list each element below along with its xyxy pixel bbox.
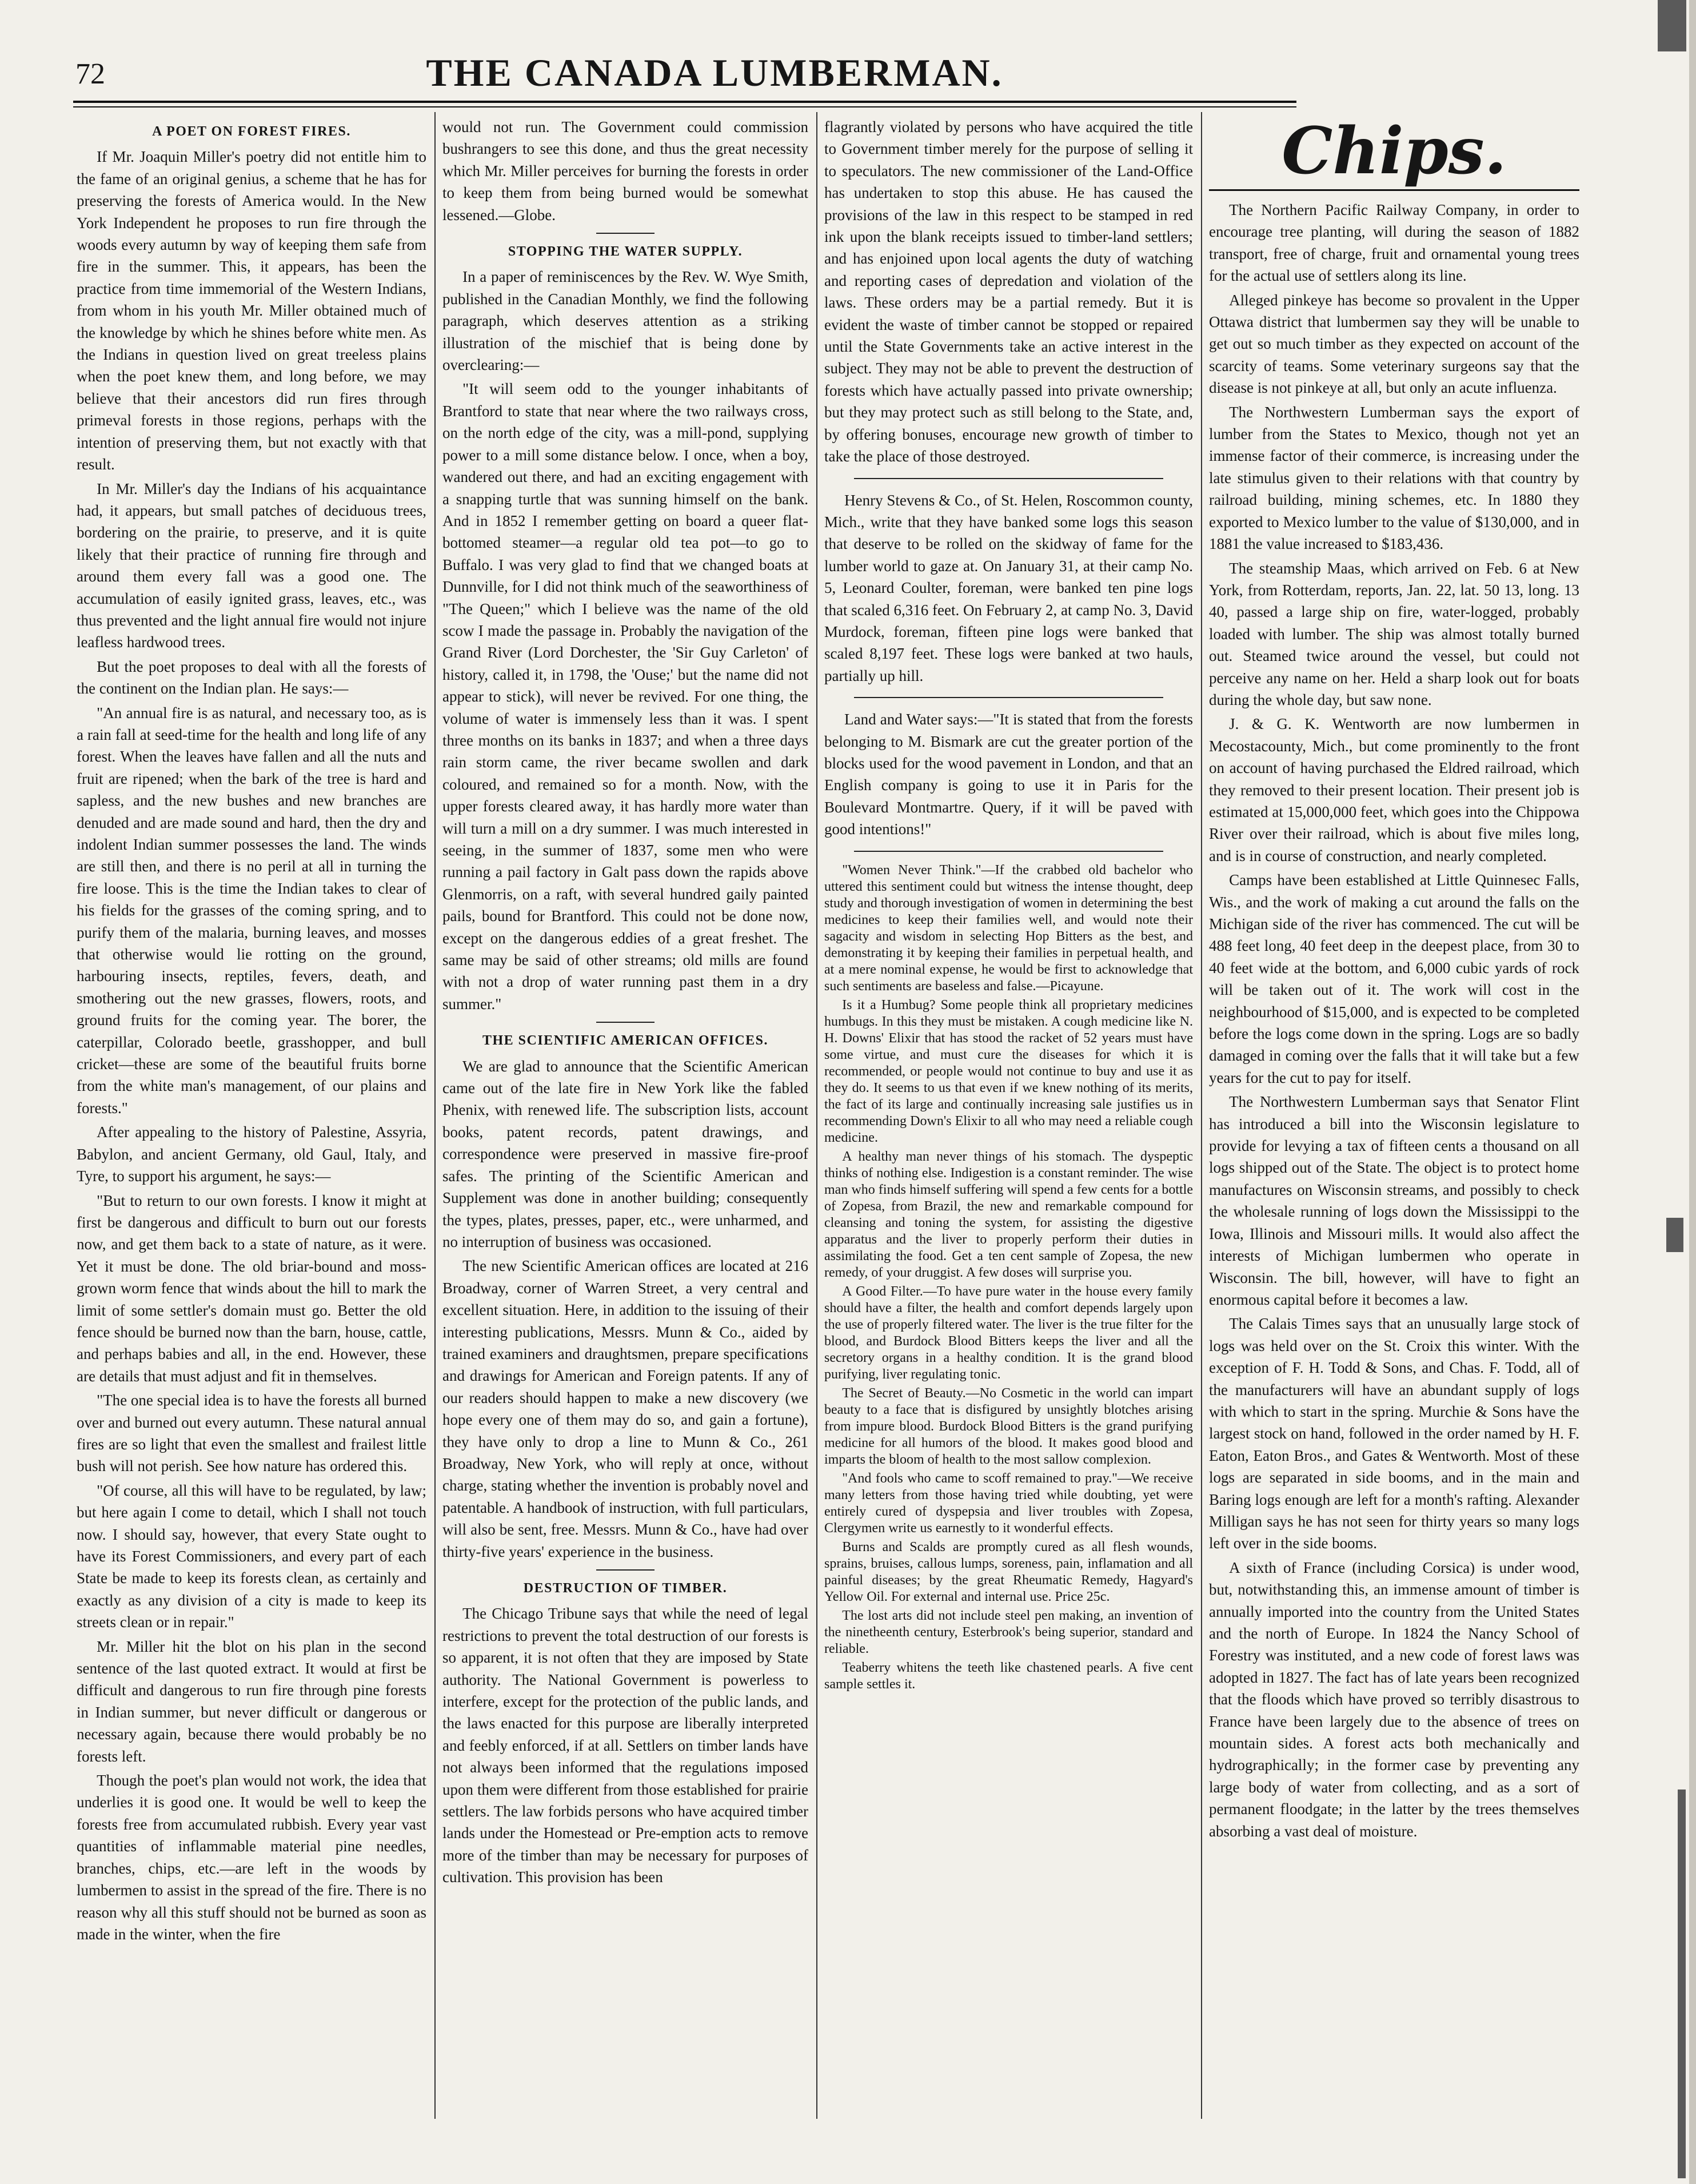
chips-item: Camps have been established at Little Quinnesec Falls, Wis., and the work of making a cut around the falls on the Michigan side of the river has commenced. The cut will be 488 feet long, 40 feet deep in the deepest place, from 30 to 40 feet wide at the bottom, and 6,000 cubic yards of rock will be taken out of it. The work will cost in the neighbourhood of $15,000, and is expected to be completed before the logs come down in the spring. Logs are so badly damaged in coming over the falls that it will take but a few years for the cut to pay for itself.	[1209, 871, 1579, 1086]
page-number: 72	[75, 58, 105, 90]
article-paragraph: In Mr. Miller's day the Indians of his acquaintance had, it appears, but small patches of deciduous trees, bordering on the prairie, to preserve, and it is quite likely that their practice of running fire through and around them every fall was a good one. The accumulation of easily ignited grass, leaves, etc., was thus prevented and the light annual fire would not injure leafless hardwood trees.	[77, 480, 426, 651]
article-paragraph: In a paper of reminiscences by the Rev. W. Wye Smith, published in the Canadian Monthly, we find the following paragraph, which deserves attention as a striking illustration of the mischief that is being done by overclearing:—	[442, 268, 808, 374]
chips-item: The Calais Times says that an unusually large stock of logs was held over on the St. Croix this winter. With the exception of F. H. Todd & Sons, and Chas. F. Todd, all of the manufacturers will have an abundant supply of logs with which to start in the spring. Murchie & Sons have the largest stock on hand, followed in the order named by H. F. Eaton, Eaton Bros., and Gates & Wentworth. Most of these logs are separated in side booms, and in the main and Baring logs enough are left for a month's rafting. Alexander Milligan says he has not seen for thirty years so many logs left over in the side booms.	[1209, 1315, 1579, 1552]
separator	[596, 233, 655, 234]
advertisement: Is it a Humbug? Some people think all proprietary medicines humbugs. In this they must be mistaken. A cough medicine like N. H. Downs' Elixir that has stood the racket of 52 years must have some virtue, and must cure the diseases for which it is recommended, or people would not continue to buy and use it as they do. It seems to us that even if we knew nothing of its merits, the fact of its large and continually increasing sale justifies us in recommending Down's Elixir to all who may need a reliable cough medicine.	[824, 997, 1193, 1145]
article-paragraph: The Chicago Tribune says that while the need of legal restrictions to prevent the total destruction of our forests is so apparent, it is not often that they are imposed by State authority. The National Government is powerless to interfere, except for the protection of the public lands, and the laws enacted for this purpose are liberally interpreted and feebly enforced, if at all. Settlers on timber lands have not always been informed that the regulations imposed upon them were different from those established for prairie settlers. The law forbids persons who have acquired timber lands under the Homestead or Pre-emption acts to remove more of the timber than may be necessary for purposes of cultivation. This provision has been	[442, 1605, 808, 1886]
advertisement: A healthy man never things of his stomach. The dyspeptic thinks of nothing else. Indigestion is a constant reminder. The wise man who finds himself suffering will spend a few cents for a bottle of Zopesa, from Brazil, the new and remarkable compound for cleansing and toning the system, for assisting the digestive apparatus and the liver to properly perform their duties in assimilating the food. Get a ten cent sample of Zopesa, the new remedy, of your druggist. A few doses will surprise you.	[824, 1149, 1193, 1280]
article-paragraph: Though the poet's plan would not work, the idea that underlies it is good one. It would be well to keep the forests free from accumulated rubbish. Every year vast quantities of inflammable material pine needles, branches, chips, etc.—are left in the woods by lumbermen to assist in the spread of the fire. There is no reason why all this stuff should not be burned as soon as made in the winter, when the fire	[77, 1772, 426, 1943]
article-heading: A POET ON FOREST FIRES.	[152, 124, 351, 139]
scan-mark	[1678, 1790, 1686, 2178]
separator	[854, 851, 1164, 852]
scan-edge	[1689, 0, 1696, 2184]
article-paragraph: "It will seem odd to the younger inhabitants of Brantford to state that near where the two railways cross, on the north edge of the city, was a mill-pond, supplying power to a mill some distance below. I once, when a boy, wandered out there, and had an exciting engagement with a snapping turtle that was sunning himself on the bank. And in 1852 I remember getting on board a queer flat-bottomed steamer—a regular old tea pot—to go to Buffalo. I was very glad to find that we changed boats at Dunnville, for I did not think much of the seaworthiness of "The Queen;" which I believe was the name of the old scow I made the passage in. Probably the navigation of the Grand River (Lord Dorchester, the 'Sir Guy Carleton' of history, called it, in 1798, the 'Ouse;' but the name did not appear to stick), will never be revived. For one thing, the volume of water is immensely less than it was. I spent three months on its banks in 1837; and when a three days rain storm came, the river became swollen and dark coloured, and remained so for a month. Now, with the upper forests cleared away, it has hardly more water than will turn a mill on a dry summer. I was much interested in seeing, in the summer of 1837, some men who were running a pail factory in Galt pass down the rapids above Glenmorris, on a raft, with several hundred gaily painted pails, bound for Brantford. This could not be done now, except on the dangerous eddies of a great freshet. The same may be said of other streams; old mills are found with not a drop of water running past them in a dry summer."	[442, 380, 808, 1013]
article-paragraph: The new Scientific American offices are located at 216 Broadway, corner of Warren Street, a very central and excellent situation. Here, in addition to the issuing of their interesting publications, Messrs. Munn & Co., aided by trained examiners and draughtsmen, prepare specifications and drawings for American and Foreign patents. If any of our readers should happen to make a new discovery (we hope every one of them may do so, and gain a fortune), they have only to drop a line to Munn & Co., 261 Broadway, New York, who will reply at once, without charge, stating whether the invention is probably novel and patentable. A handbook of instruction, with full particulars, will also be sent, free. Messrs. Munn & Co., have had over thirty-five years' experience in the business.	[442, 1257, 808, 1560]
article-paragraph: would not run. The Government could commission bushrangers to see this done, and thus the great necessity which Mr. Miller perceives for burning the forests in order to keep them from being burned would be somewhat lessened.—Globe.	[442, 118, 808, 224]
separator	[596, 1569, 655, 1571]
article-paragraph: If Mr. Joaquin Miller's poetry did not entitle him to the fame of an original genius, a scheme that he has for preserving the forests of America would. In the New York Independent he proposes to run fire through the woods every autumn by way of keeping them safe from fire in the summer. This, it appears, has been the practice from time immemorial of the Western Indians, from whom in his youth Mr. Miller obtained much of the knowledge by which he shines before white men. As the Indians in question lived on great treeless plains when the poet knew them, and long before, we may believe that their ancestors did run fires through primeval forests in those regions, perhaps with the intention of preserving them, but not exactly with that result.	[77, 148, 426, 473]
chips-item: The steamship Maas, which arrived on Feb. 6 at New York, from Rotterdam, reports, Jan. 22, lat. 50 13, long. 13 40, passed a large ship on fire, water-logged, probably loaded with lumber. The ship was almost totally burned out. Steamed twice around the vessel, but could not perceive any name on her. Held a sharp look out for boats during the whole day, but saw none.	[1209, 559, 1579, 708]
advertisement: Teaberry whitens the teeth like chastened pearls. A five cent sample settles it.	[824, 1660, 1193, 1692]
chips-rule	[1209, 189, 1579, 191]
separator	[854, 697, 1164, 698]
article-paragraph: Land and Water says:—"It is stated that from the forests belonging to M. Bismark are cut the greater portion of the blocks used for the wood pavement in London, and that an English company is going to use it in Paris for the Boulevard Montmartre. Query, if it will be paved with good intentions!"	[824, 711, 1193, 838]
advertisement: "And fools who came to scoff remained to pray."—We receive many letters from those having tried while doubting, yet were entirely cured of dyspepsia and liver troubles with Zopesa, Clergymen write us earnestly to it wonderful effects.	[824, 1470, 1193, 1536]
separator	[596, 1022, 655, 1023]
header-rule	[73, 101, 1296, 103]
column-rule	[1201, 112, 1202, 2119]
chips-title: Chips.	[1282, 117, 1507, 189]
article-heading: THE SCIENTIFIC AMERICAN OFFICES.	[482, 1033, 769, 1049]
article-heading: STOPPING THE WATER SUPPLY.	[508, 244, 743, 260]
article-paragraph: But the poet proposes to deal with all the forests of the continent on the Indian plan. He says:—	[77, 657, 426, 698]
advertisement: "Women Never Think."—If the crabbed old bachelor who uttered this sentiment could but witness the intense thought, deep study and thorough investigation of women in determining the best medicines to keep their families well, and would note their sagacity and wisdom in selecting Hop Bitters as the best, and demonstrating it by keeping their families in perpetual health, and at a mere nominal expense, he would be first to acknowledge that such sentiments are baseless and false.—Picayune.	[824, 862, 1193, 994]
masthead: THE CANADA LUMBERMAN.	[426, 51, 1003, 94]
article-paragraph: Henry Stevens & Co., of St. Helen, Roscommon county, Mich., write that they have banked some logs this season that deserve to be rolled on the skidway of fame for the lumber world to gaze at. On January 31, at their camp No. 5, Leonard Coulter, foreman, were banked ten pine logs that scaled 6,316 feet. On February 2, at camp No. 3, David Murdock, foreman, fifteen pine logs were banked that scaled 8,197 feet. These logs were banked at two hauls, partially up hill.	[824, 491, 1193, 684]
chips-item: Alleged pinkeye has become so provalent in the Upper Ottawa district that lumbermen say they will be unable to get out so much timber as they expected on account of the scarcity of teams. Some veterinary surgeons say that the disease is not pinkeye at all, but only an acute influenza.	[1209, 291, 1579, 397]
article-paragraph: "Of course, all this will have to be regulated, by law; but here again I come to detail, which I shall not touch now. I should say, however, that every State ought to have its Forest Commissioners, and every part of each State be made to keep its forests clean, as certainly and exactly as any division of a city is made to keep its streets clean or in repair."	[77, 1481, 426, 1631]
advertisement: Burns and Scalds are promptly cured as all flesh wounds, sprains, bruises, callous lumps, soreness, pain, inflamation and all painful diseases; by the great Rheumatic Remedy, Hagyard's Yellow Oil. For external and internal use. Price 25c.	[824, 1539, 1193, 1604]
column-1	[77, 117, 426, 2121]
chips-item: The Northern Pacific Railway Company, in order to encourage tree planting, will during the season of 1882 transport, free of charge, fruit and ornamental young trees for the actual use of settlers along its line.	[1209, 201, 1579, 285]
column-3	[824, 117, 1193, 2121]
column-rule	[434, 112, 436, 2119]
column-2	[442, 117, 808, 2121]
header-rule-thin	[73, 106, 1296, 107]
chips-item: A sixth of France (including Corsica) is under wood, but, notwithstanding this, an immense amount of timber is annually imported into the country from the United States and the north of Europe. In 1824 the Nancy School of Forestry was instituted, and a new code of forest laws was adopted in 1827. The fact has of late years been recognized that the floods which have proved so terribly disastrous to France have been largely due to the absence of trees on mountain sides. A forest acts both mechanically and hydrographically; in the former case by preventing any large body of water from collecting, and as a sort of permanent floodgate; in the latter by the trees themselves absorbing a vast deal of moisture.	[1209, 1559, 1579, 1840]
column-4	[1209, 117, 1579, 2121]
chips-item: The Northwestern Lumberman says the export of lumber from the States to Mexico, though not yet an immense factor of their commerce, is increasing under the late stimulus given to their relations with that country by railroad building, mining schemes, etc. In 1880 they exported to Mexico lumber to the value of $130,000, and in 1881 the value increased to $183,436.	[1209, 403, 1579, 553]
chips-item: J. & G. K. Wentworth are now lumbermen in Mecostacounty, Mich., but come prominently to the front on account of having purchased the Eldred railroad, which they removed to their present location. Their present job is estimated at 15,000,000 feet, which goes into the Chippowa River over their railroad, which is about five miles long, and is in course of construction, and nearly completed.	[1209, 715, 1579, 864]
separator	[854, 478, 1164, 479]
scan-mark	[1658, 0, 1686, 51]
advertisement: The lost arts did not include steel pen making, an invention of the ninetheenth century, Esterbrook's being superior, standard and reliable.	[824, 1608, 1193, 1656]
article-paragraph: "An annual fire is as natural, and necessary too, as is a rain fall at seed-time for the health and long life of any forest. When the leaves have fallen and all the nuts and fruit are ripened; when the bark of the tree is hard and sapless, and the new bushes and new branches are denuded and are made sound and hard, then the dry and indolent Indian summer possesses the land. The winds are still then, and there is no peril at all in turning the fire loose. This is the time the Indian takes to clear of his fields for the grasses of the coming spring, and to purify them of the malaria, burning leaves, and mosses that otherwise would lie rotting on the ground, harbouring insects, reptiles, fevers, death, and smothering out the new grasses, flowers, roots, and ground fruits for the coming year. The borer, the caterpillar, Colorado beetle, grasshopper, and bull cricket—these are some of the beautiful fruits borne from the white man's management, of our plains and forests."	[77, 704, 426, 1117]
article-paragraph: Mr. Miller hit the blot on his plan in the second sentence of the last quoted extract. It would at first be difficult and dangerous to run fire through pine forests in Indian summer, but never difficult or dangerous or necessary again, because there would probably be no forests left.	[77, 1637, 426, 1765]
scan-mark	[1666, 1218, 1683, 1252]
article-paragraph: We are glad to announce that the Scientific American came out of the late fire in New York like the fabled Phenix, with renewed life. The subscription lists, account books, patent records, patent drawings, and correspondence were preserved in massive fire-proof safes. The printing of the Scientific American and Supplement was done in another building; consequently the types, plates, presses, paper, etc., were unharmed, and no interruption of business was occasioned.	[442, 1057, 808, 1250]
advertisement: The Secret of Beauty.—No Cosmetic in the world can impart beauty to a face that is disfigured by unsightly blotches arising from impure blood. Burdock Blood Bitters is the grand purifying medicine for all humors of the blood. It makes good blood and imparts the bloom of health to the most sallow complexion.	[824, 1385, 1193, 1467]
article-paragraph: "But to return to our own forests. I know it might at first be dangerous and difficult to burn out our forests now, and get them back to a state of nature, as it were. Yet it must be done. The old briar-bound and moss-grown worm fence that winds about the hill to mark the limit of some settler's domain must go. Better the old fence should be burned now than the barn, house, cattle, and perhaps babies and all, in the end. However, these are details that must adjust and fit in themselves.	[77, 1191, 426, 1385]
article-paragraph: "The one special idea is to have the forests all burned over and burned out every autumn. These natural annual fires are so light that even the smallest and frailest little bush will not perish. See how nature has ordered this.	[77, 1392, 426, 1475]
column-rule	[816, 112, 817, 2119]
chips-item: The Northwestern Lumberman says that Senator Flint has introduced a bill into the Wisconsin legislature to provide for levying a tax of fifteen cents a thousand on all logs shipped out of the State. The object is to protect home manufactures on Wisconsin streams, and possibly to check the wholesale running of logs down the Mississippi to the Iowa, Illinois and Missouri mills. It would also affect the interests of Michigan lumbermen who operate in Wisconsin. The bill, however, will have to fight an enormous capital before it becomes a law.	[1209, 1093, 1579, 1308]
article-paragraph: After appealing to the history of Palestine, Assyria, Babylon, and ancient Germany, old Gaul, Italy, and Tyre, to support his argument, he says:—	[77, 1123, 426, 1185]
advertisement: A Good Filter.—To have pure water in the house every family should have a filter, the health and comfort depends largely upon the use of properly filtered water. The liver is the true filter for the blood, and Burdock Blood Bitters keeps the liver and all the secretory organs in a healthy condition. It is the grand blood purifying, liver regulating tonic.	[824, 1284, 1193, 1382]
article-paragraph: flagrantly violated by persons who have acquired the title to Government timber merely for the purpose of selling it to speculators. The new commissioner of the Land-Office has undertaken to stop this abuse. He has caused the provisions of the law in this respect to be stamped in red ink upon the blank receipts issued to timber-land settlers; and has enjoined upon local agents the duty of watching and reporting cases of depredation and violation of the laws. These orders may be a partial remedy. But it is evident the waste of timber cannot be stopped or repaired until the State Governments take an active interest in the subject. They may not be able to prevent the destruction of forests which have actually passed into private ownership; but they may protect such as still belong to the State, and, by offering bonuses, encourage new growth of timber to take the place of those destroyed.	[824, 118, 1193, 465]
article-heading: DESTRUCTION OF TIMBER.	[523, 1581, 728, 1596]
